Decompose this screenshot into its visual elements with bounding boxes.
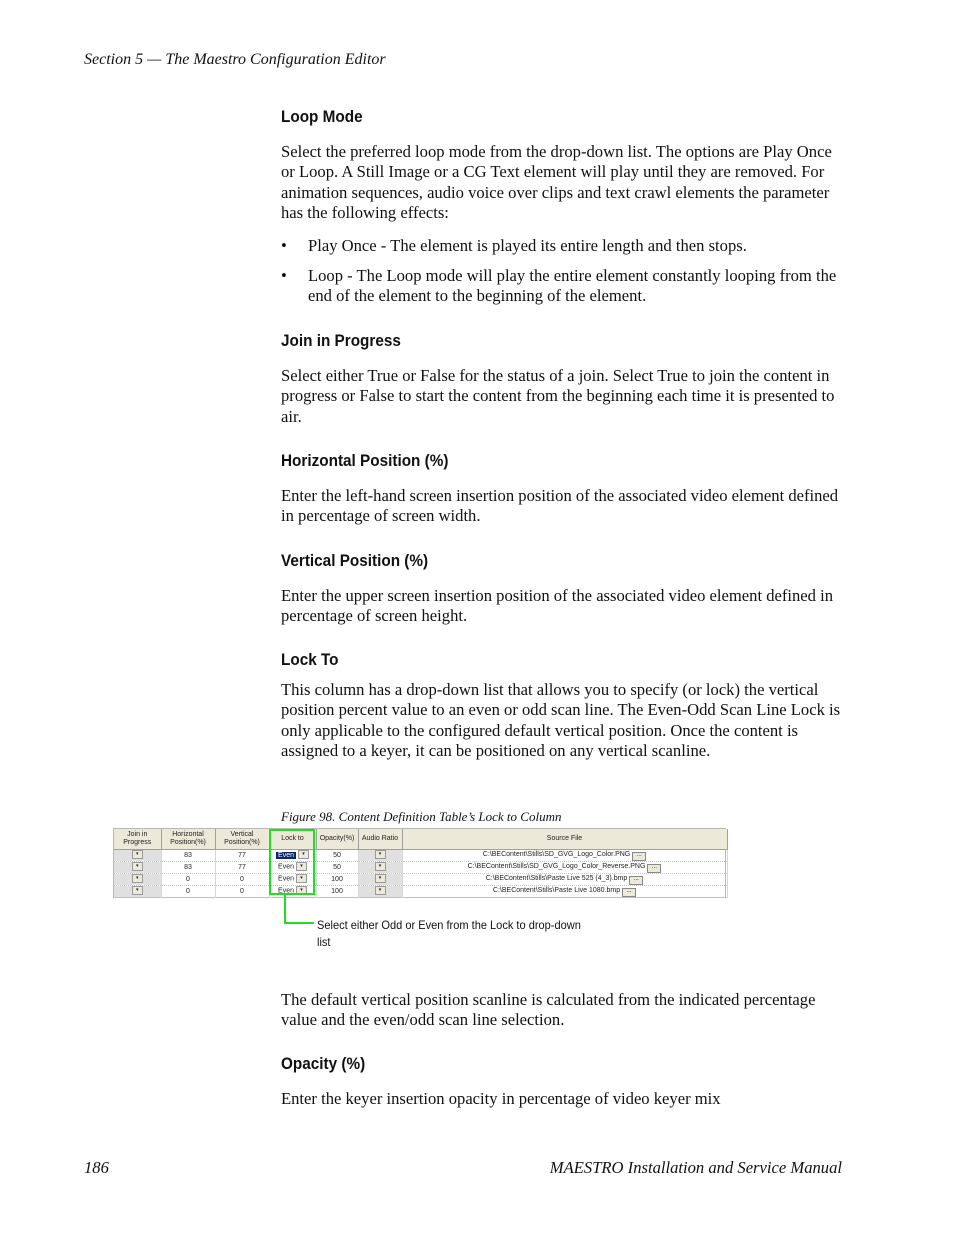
- dropdown-arrow-icon[interactable]: ▾: [375, 874, 386, 883]
- paragraph-default-scanline: The default vertical position scanline is calculated from the indicated percentage value and the even/odd scan line selection.: [281, 990, 816, 1030]
- dropdown-arrow-icon[interactable]: ▾: [298, 850, 309, 859]
- source-file-value: C:\BEContent\Stills\SD_GVG_Logo_Color_Reverse.PNG: [467, 863, 646, 870]
- source-file-cell[interactable]: [402, 874, 727, 886]
- dropdown-arrow-icon[interactable]: ▾: [296, 874, 307, 883]
- column-header-opacity: Opacity(%): [316, 829, 358, 850]
- page-number: 186: [84, 1158, 109, 1177]
- callout-text: Select either Odd or Even from the Lock to drop-down list: [317, 918, 581, 949]
- heading-horizontal-position: Horizontal Position (%): [281, 451, 449, 470]
- heading-loop-mode: Loop Mode: [281, 107, 363, 126]
- heading-vertical-position: Vertical Position (%): [281, 551, 429, 570]
- browse-button[interactable]: ...: [622, 888, 636, 897]
- browse-button[interactable]: ...: [632, 852, 646, 861]
- opacity-cell[interactable]: 50: [316, 850, 358, 862]
- lock-to-value: Even: [278, 875, 294, 883]
- dropdown-arrow-icon[interactable]: ▾: [375, 862, 386, 871]
- figure-caption: Figure 98. Content Definition Table’s Lock to Column: [281, 809, 562, 824]
- source-file-value: C:\BEContent\Stills\SD_GVG_Logo_Color.PNG: [482, 851, 631, 858]
- join-cell[interactable]: [114, 862, 161, 874]
- horizontal-cell[interactable]: 0: [161, 886, 215, 898]
- opacity-cell[interactable]: 100: [316, 886, 358, 898]
- vertical-cell[interactable]: 0: [215, 886, 269, 898]
- source-file-cell[interactable]: [402, 850, 727, 862]
- source-file-value: C:\BEContent\Stills\Paste Live 1080.bmp: [492, 887, 621, 894]
- table-row: [114, 862, 727, 874]
- join-cell[interactable]: [114, 850, 161, 862]
- footer-title: MAESTRO Installation and Service Manual: [549, 1158, 842, 1177]
- source-file-cell[interactable]: [402, 886, 727, 898]
- bullet-play-once: • Play Once - The element is played its entire length and then stops.: [281, 236, 843, 256]
- lock-to-value: Even: [278, 863, 294, 871]
- column-header-lock-to: Lock to: [269, 829, 316, 850]
- dropdown-arrow-icon[interactable]: ▾: [296, 862, 307, 871]
- vertical-cell[interactable]: 77: [215, 862, 269, 874]
- bullet-text: Loop - The Loop mode will play the entire element constantly looping from the end of the element to the beginning of the element.: [308, 266, 837, 306]
- opacity-cell[interactable]: 100: [316, 874, 358, 886]
- callout-line: [284, 922, 314, 924]
- paragraph-lock-to: This column has a drop-down list that allows you to specify (or lock) the vertical position percent value to an even or odd scan line. The Even-Odd Scan Line Lock is only applicable to the configured default vertical position. Once the content is assigned to a keyer, it can be positioned on any vertical scanline.: [281, 680, 841, 760]
- dropdown-arrow-icon[interactable]: ▾: [296, 886, 307, 895]
- dropdown-arrow-icon[interactable]: ▾: [375, 850, 386, 859]
- dropdown-arrow-icon[interactable]: ▾: [132, 886, 143, 895]
- vertical-cell[interactable]: 77: [215, 850, 269, 862]
- table-row: [114, 874, 727, 886]
- browse-button[interactable]: ...: [647, 864, 661, 873]
- column-header-audio-ratio: Audio Ratio: [358, 829, 402, 850]
- join-cell[interactable]: [114, 874, 161, 886]
- audio-ratio-cell[interactable]: [358, 850, 402, 862]
- audio-ratio-cell[interactable]: [358, 874, 402, 886]
- content-definition-table: [114, 829, 728, 898]
- paragraph-opacity: Enter the keyer insertion opacity in percentage of video keyer mix: [281, 1089, 721, 1108]
- column-header-source-file: Source File: [402, 829, 727, 850]
- source-file-value: C:\BEContent\Stills\Paste Live 525 (4_3).bmp: [485, 875, 628, 882]
- browse-button[interactable]: ...: [629, 876, 643, 885]
- paragraph-join-in-progress: Select either True or False for the status of a join. Select True to join the content in progress or False to start the content from the beginning each time it is presented to air.: [281, 366, 835, 426]
- heading-lock-to: Lock To: [281, 650, 339, 669]
- dropdown-arrow-icon[interactable]: ▾: [132, 862, 143, 871]
- horizontal-cell[interactable]: 83: [161, 850, 215, 862]
- vertical-cell[interactable]: 0: [215, 874, 269, 886]
- paragraph-loop-mode: Select the preferred loop mode from the drop-down list. The options are Play Once or Loop. A Still Image or a CG Text element will play until they are removed. For animation sequences, audio voice over clips and text crawl elements the parameter has the following effects:: [281, 142, 832, 222]
- horizontal-cell[interactable]: 0: [161, 874, 215, 886]
- paragraph-vertical-position: Enter the upper screen insertion position of the associated video element defined in percentage of screen height.: [281, 586, 834, 626]
- dropdown-arrow-icon[interactable]: ▾: [132, 850, 143, 859]
- content-definition-table-figure: [113, 828, 726, 898]
- join-cell[interactable]: [114, 886, 161, 898]
- paragraph-horizontal-position: Enter the left-hand screen insertion position of the associated video element defined in percentage of screen width.: [281, 486, 839, 526]
- lock-to-highlight-box: [269, 829, 315, 895]
- audio-ratio-cell[interactable]: [358, 886, 402, 898]
- dropdown-arrow-icon[interactable]: ▾: [132, 874, 143, 883]
- column-header-join: Join in Progress: [114, 829, 161, 850]
- horizontal-cell[interactable]: 83: [161, 862, 215, 874]
- column-header-vertical: Vertical Position(%): [215, 829, 269, 850]
- bullet-text: Play Once - The element is played its entire length and then stops.: [308, 236, 747, 255]
- lock-to-value: Even: [278, 851, 294, 859]
- table-row: [114, 850, 727, 862]
- dropdown-arrow-icon[interactable]: ▾: [375, 886, 386, 895]
- source-file-cell[interactable]: [402, 862, 727, 874]
- heading-opacity: Opacity (%): [281, 1054, 366, 1073]
- heading-join-in-progress: Join in Progress: [281, 331, 401, 350]
- bullet-loop: • Loop - The Loop mode will play the entire element constantly looping from the end of the element to the beginning of the element.: [281, 266, 843, 307]
- opacity-cell[interactable]: 50: [316, 862, 358, 874]
- column-header-horizontal: Horizontal Position(%): [161, 829, 215, 850]
- lock-to-value: Even: [278, 887, 294, 895]
- callout-line: [284, 895, 286, 924]
- running-header: Section 5 — The Maestro Configuration Editor: [84, 51, 386, 68]
- table-row: [114, 886, 727, 898]
- audio-ratio-cell[interactable]: [358, 862, 402, 874]
